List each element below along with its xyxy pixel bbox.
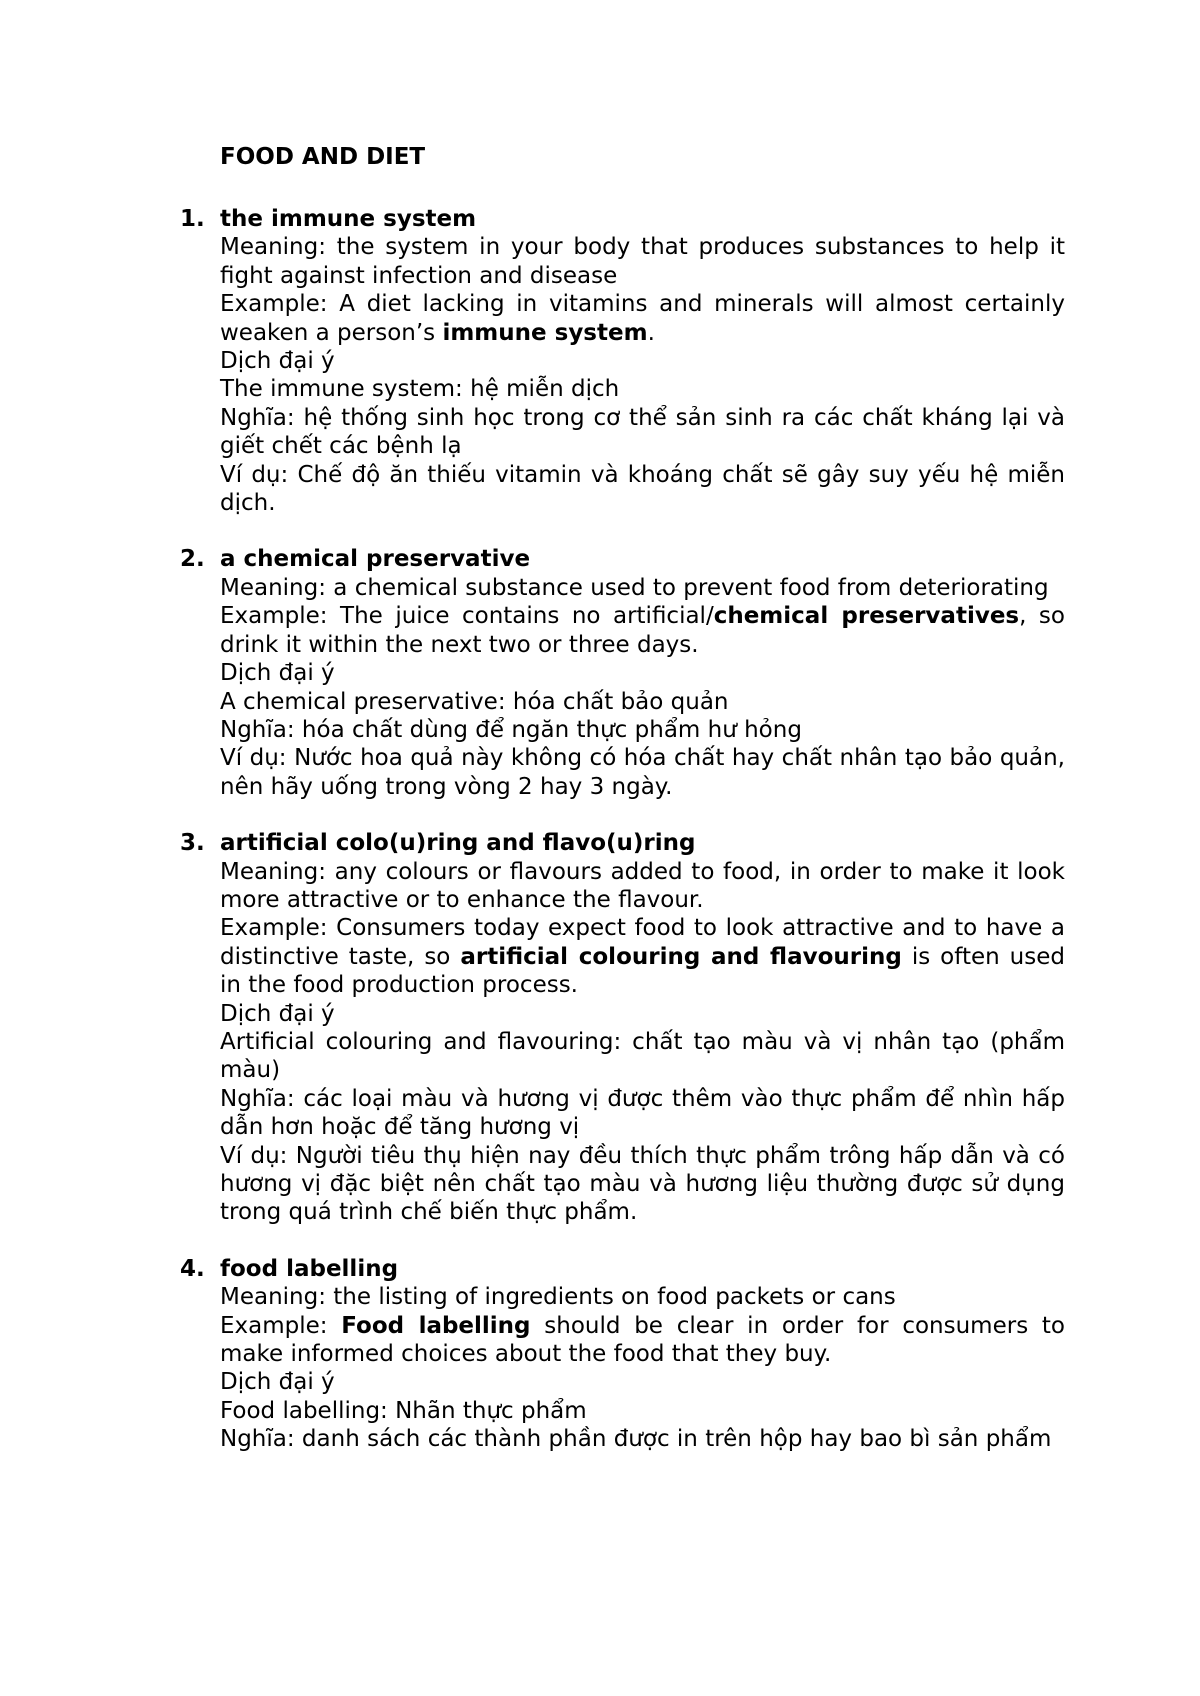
- entry-number: 4.: [180, 1255, 205, 1282]
- translation-example: Ví dụ: Chế độ ăn thiếu vitamin và khoáng chất sẽ gây suy yếu hệ miễn dịch.: [220, 461, 1065, 517]
- translation-heading: Dịch đại ý: [220, 1000, 335, 1027]
- translation-meaning: Nghĩa: các loại màu và hương vị được thêm vào thực phẩm để nhìn hấp dẫn hơn hoặc để tăng hương vị: [220, 1085, 1065, 1141]
- entry-example-highlight: Food labelling: [341, 1312, 531, 1339]
- entry-number: 2.: [180, 546, 205, 573]
- entry-meaning: Meaning: a chemical substance used to prevent food from deteriorating: [220, 574, 1049, 601]
- translation-term: The immune system: hệ miễn dịch: [220, 376, 620, 403]
- vocabulary-entry: [180, 829, 1065, 1227]
- vocabulary-entry: [180, 1255, 1065, 1454]
- entry-example-highlight: chemical preservatives: [713, 603, 1020, 630]
- document-title: FOOD AND DIET: [220, 144, 426, 170]
- entry-term: food labelling: [220, 1255, 399, 1282]
- translation-term: A chemical preservative: hóa chất bảo quản: [220, 688, 729, 715]
- translation-term: Artificial colouring and flavouring: chất tạo màu và vị nhân tạo (phẩm màu): [220, 1028, 1065, 1084]
- translation-meaning: Nghĩa: hóa chất dùng để ngăn thực phẩm hư hỏng: [220, 716, 802, 743]
- translation-heading: Dịch đại ý: [220, 348, 335, 375]
- entry-example-text: Example:: [220, 1312, 342, 1339]
- entry-example-text: Example: Consumers today expect food to look attractive and to have a distinctive taste, so: [220, 915, 1065, 970]
- translation-meaning: Nghĩa: hệ thống sinh học trong cơ thể sản sinh ra các chất kháng lại và giết chết các bệnh lạ: [220, 404, 1065, 460]
- vocabulary-entry: [180, 205, 1065, 517]
- entry-meaning: Meaning: the system in your body that produces substances to help it fight against infection and disease: [220, 234, 1065, 289]
- entry-example-text: Example: A diet lacking in vitamins and minerals will almost certainly weaken a person’s: [220, 291, 1065, 346]
- translation-term: Food labelling: Nhãn thực phẩm: [220, 1397, 587, 1424]
- translation-example: Ví dụ: Nước hoa quả này không có hóa chất hay chất nhân tạo bảo quản, nên hãy uống trong vòng 2 hay 3 ngày.: [220, 745, 1065, 800]
- entry-example: [220, 602, 1065, 659]
- entry-example: [220, 914, 1065, 999]
- entry-number: 3.: [180, 830, 205, 857]
- entry-example-text: , so drink it within the next two or three days.: [220, 603, 1065, 658]
- entry-example-text: should be clear in order for consumers to make informed choices about the food that they buy.: [220, 1312, 1066, 1368]
- entry-term: a chemical preservative: [220, 546, 531, 573]
- entry-example-highlight: artificial colouring and flavouring: [460, 943, 902, 970]
- entry-meaning: Meaning: any colours or flavours added to food, in order to make it look more attractive or to enhance the flavour.: [220, 858, 1065, 913]
- entry-meaning: Meaning: the listing of ingredients on food packets or cans: [220, 1284, 896, 1311]
- entry-example-text: is often used in the food production process.: [220, 943, 1065, 999]
- entry-term: artificial colo(u)ring and flavo(u)ring: [220, 830, 696, 857]
- entry-term: the immune system: [220, 206, 477, 232]
- vocabulary-list: [180, 205, 1065, 1482]
- translation-meaning: Nghĩa: danh sách các thành phần được in trên hộp hay bao bì sản phẩm: [220, 1426, 1052, 1453]
- entry-example-text: Example: The juice contains no artificial/: [220, 603, 714, 630]
- translation-example: Ví dụ: Người tiêu thụ hiện nay đều thích thực phẩm trông hấp dẫn và có hương vị đặc biệt nên chất tạo màu và hương liệu thường được sử dụng trong quá trình chế biến thực phẩm.: [220, 1142, 1065, 1226]
- translation-heading: Dịch đại ý: [220, 660, 335, 687]
- entry-example-text: .: [647, 319, 655, 346]
- translation-heading: Dịch đại ý: [220, 1369, 335, 1396]
- entry-example-highlight: immune system: [442, 319, 648, 346]
- entry-example: [220, 290, 1065, 347]
- entry-number: 1.: [180, 206, 205, 232]
- vocabulary-entry: [180, 545, 1065, 801]
- entry-example: [220, 1312, 1065, 1369]
